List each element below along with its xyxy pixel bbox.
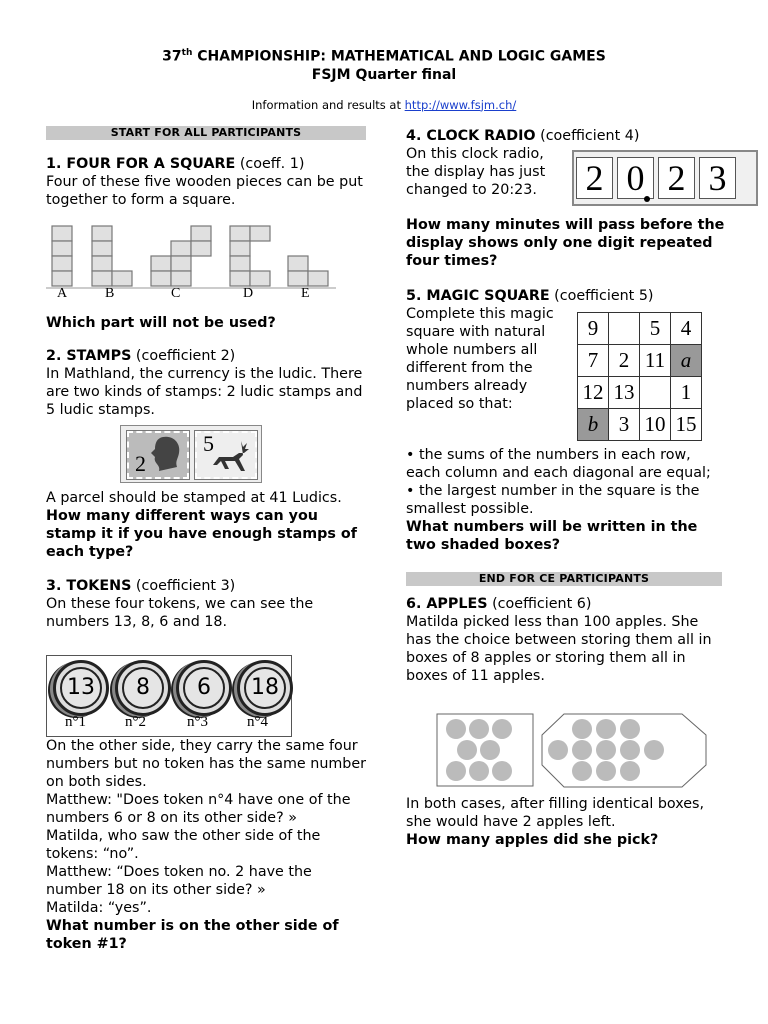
- stamp-2: 2: [127, 431, 189, 479]
- ms-cell: 2: [609, 345, 640, 377]
- q5-bullet1: • the sums of the numbers in each row, each column and each diagonal are equal;: [406, 447, 711, 481]
- q3-line4: Matilda: “yes”.: [46, 900, 152, 916]
- piece-label-a: A: [57, 286, 68, 301]
- clock-digit-2: 0: [617, 157, 654, 199]
- header: [0, 44, 768, 112]
- clock-display: [572, 150, 758, 206]
- ms-cell-shaded-a: a: [671, 345, 702, 377]
- ms-cell: [609, 313, 640, 345]
- ms-cell: 15: [671, 409, 702, 441]
- end-bar: END FOR CE PARTICIPANTS: [406, 572, 722, 586]
- pieces-figure: [46, 224, 336, 306]
- ms-cell: 7: [578, 345, 609, 377]
- ms-cell: 1: [671, 377, 702, 409]
- token-label-1: n°1: [65, 714, 86, 730]
- stamps-figure: [120, 425, 262, 483]
- info-line: Information and results at http://www.fsjm.ch/: [251, 97, 517, 112]
- q4-question: How many minutes will pass before the display shows only one digit repeated four times?: [406, 217, 725, 269]
- q1-text: Four of these five wooden pieces can be put together to form a square.: [46, 174, 363, 208]
- ms-cell: 9: [578, 313, 609, 345]
- q4-title: 4. CLOCK RADIO (coefficient 4): [406, 128, 640, 144]
- ms-cell: 10: [640, 409, 671, 441]
- stamp-5: 5: [195, 431, 257, 479]
- token-1: 13: [53, 660, 109, 716]
- clock-digit-3: 2: [658, 157, 695, 199]
- q2-question: How many different ways can you stamp it if you have enough stamps of each type?: [46, 508, 357, 560]
- fsjm-link[interactable]: http://www.fsjm.ch/: [404, 97, 517, 112]
- q3-text: On these four tokens, we can see the numbers 13, 8, 6 and 18.: [46, 596, 314, 630]
- ms-cell: 4: [671, 313, 702, 345]
- start-bar: START FOR ALL PARTICIPANTS: [46, 126, 366, 140]
- q3-text2: On the other side, they carry the same four numbers but no token has the same number on both sides.: [46, 738, 367, 790]
- q6-question: How many apples did she pick?: [406, 832, 659, 848]
- piece-label-e: E: [301, 286, 310, 301]
- token-4: 18: [237, 660, 293, 716]
- q6-text: Matilda picked less than 100 apples. She has the choice between storing them all in boxes of 8 apples or storing them all in boxes of 11 apples.: [406, 614, 712, 684]
- q4-text: On this clock radio, the display has just changed to 20:23.: [406, 146, 546, 198]
- ms-cell: 13: [609, 377, 640, 409]
- token-label-3: n°3: [187, 714, 208, 730]
- clock-digit-4: 3: [699, 157, 736, 199]
- piece-label-b: B: [105, 286, 115, 301]
- ms-cell-shaded-b: b: [578, 409, 609, 441]
- q5-bullet2: • the largest number in the square is the smallest possible.: [406, 483, 700, 517]
- token-2: 8: [115, 660, 171, 716]
- clock-separator-dot: [644, 196, 650, 202]
- q2-text: In Mathland, the currency is the ludic. There are two kinds of stamps: 2 ludic stamps and 5 ludic stamps.: [46, 366, 363, 418]
- token-3: 6: [176, 660, 232, 716]
- page-subtitle: FSJM Quarter final: [311, 66, 457, 83]
- q6-text2: In both cases, after filling identical boxes, she would have 2 apples left.: [406, 796, 705, 830]
- q5-title: 5. MAGIC SQUARE (coefficient 5): [406, 288, 654, 304]
- apples-figure: [436, 713, 708, 789]
- magic-square: [577, 312, 702, 441]
- piece-label-d: D: [243, 286, 254, 301]
- deer-icon: [211, 439, 253, 475]
- q2-title: 2. STAMPS (coefficient 2): [46, 348, 236, 364]
- q3-question: What number is on the other side of token #1?: [46, 918, 339, 952]
- q5-text: Complete this magic square with natural whole numbers all different from the numbers already placed so that:: [406, 306, 554, 412]
- q3-line2: Matilda, who saw the other side of the tokens: “no”.: [46, 828, 321, 862]
- left-column: [46, 126, 366, 209]
- q1-question: Which part will not be used?: [46, 315, 276, 331]
- q3-title: 3. TOKENS (coefficient 3): [46, 578, 236, 594]
- ms-cell: [640, 377, 671, 409]
- face-silhouette-icon: [149, 435, 183, 473]
- token-label-2: n°2: [125, 714, 146, 730]
- q2-text2: A parcel should be stamped at 41 Ludics.: [46, 490, 342, 506]
- q1-title: 1. FOUR FOR A SQUARE (coeff. 1): [46, 156, 305, 172]
- page-title: 37th CHAMPIONSHIP: MATHEMATICAL AND LOGIC GAMES: [162, 48, 606, 65]
- piece-label-c: C: [171, 286, 181, 301]
- ms-cell: 12: [578, 377, 609, 409]
- q5-question: What numbers will be written in the two shaded boxes?: [406, 519, 698, 553]
- ms-cell: 5: [640, 313, 671, 345]
- token-label-4: n°4: [247, 714, 268, 730]
- q3-line1: Matthew: "Does token n°4 have one of the numbers 6 or 8 on its other side? »: [46, 792, 351, 826]
- tokens-figure: [46, 655, 292, 737]
- ms-cell: 11: [640, 345, 671, 377]
- clock-digit-1: 2: [576, 157, 613, 199]
- q3-line3: Matthew: “Does token no. 2 have the number 18 on its other side? »: [46, 864, 312, 898]
- ms-cell: 3: [609, 409, 640, 441]
- q6-title: 6. APPLES (coefficient 6): [406, 596, 592, 612]
